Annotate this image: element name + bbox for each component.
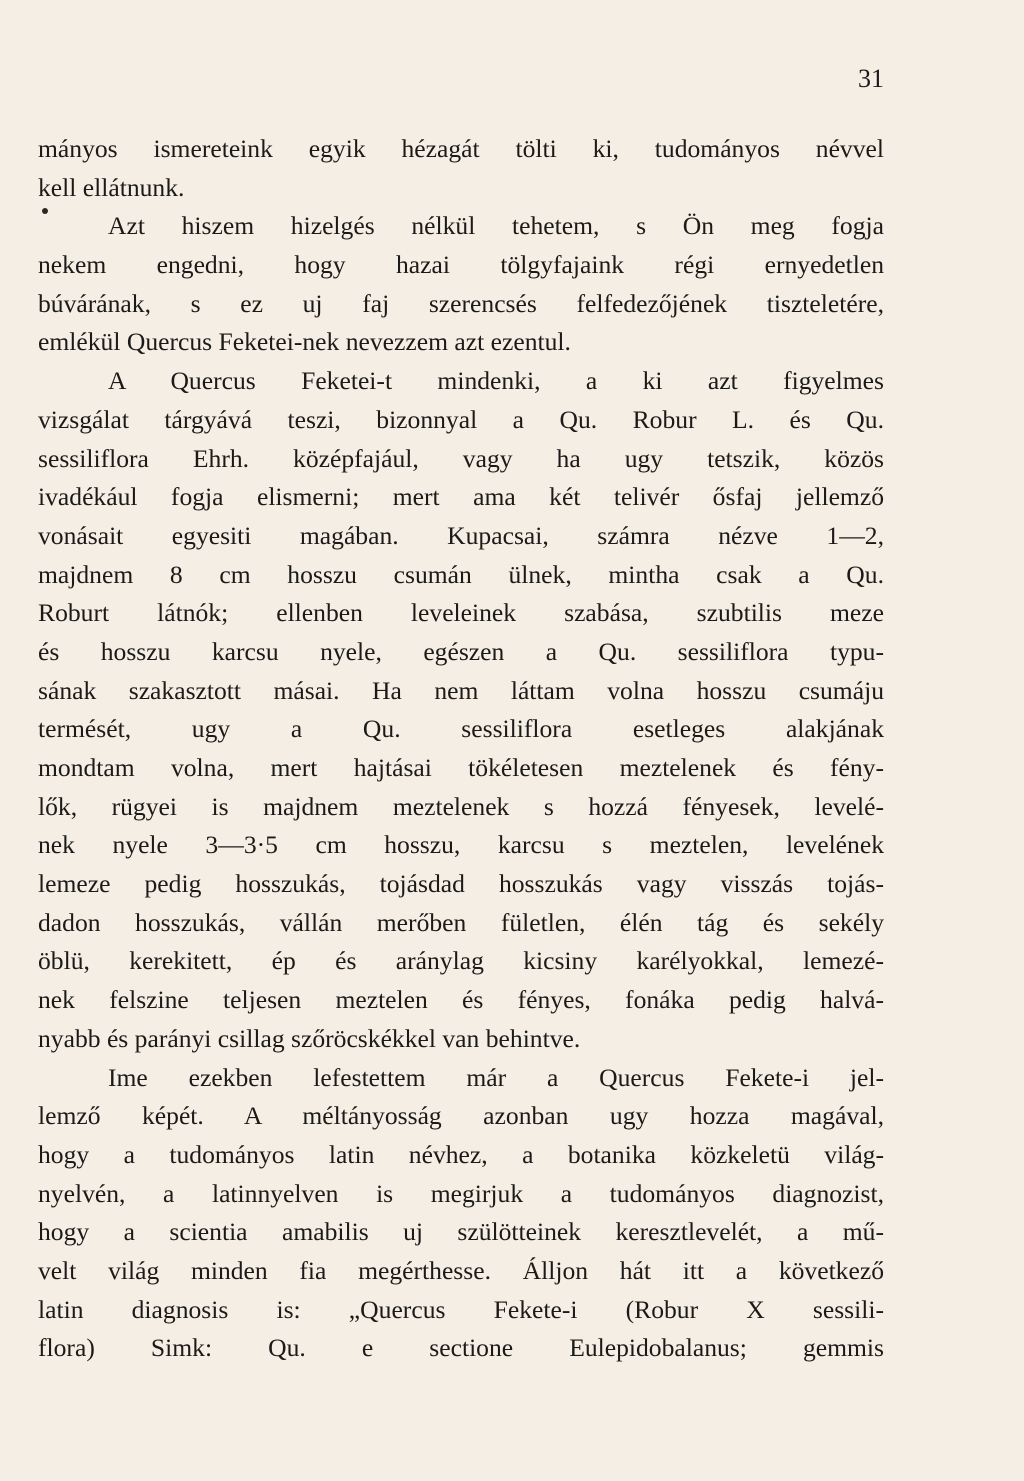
body-text xyxy=(38,130,884,1368)
text-line-9: sessiliflora Ehrh. középfajául, vagy ha ugy tetszik, közös xyxy=(38,443,884,473)
text-line-15: sának szakasztott másai. Ha nem láttam volna hosszu csumáju xyxy=(38,675,884,705)
text-line-8: vizsgálat tárgyává teszi, bizonnyal a Qu. Robur L. és Qu. xyxy=(38,404,884,434)
text-line-29: hogy a scientia amabilis uj szülötteinek keresztlevelét, a mű- xyxy=(38,1217,884,1247)
text-line-21: dadon hosszukás, vállán merőben fületlen, élén tág és sekély xyxy=(38,907,884,937)
text-line-12: majdnem 8 cm hosszu csumán ülnek, mintha csak a Qu. xyxy=(38,559,884,589)
text-line-20: lemeze pedig hosszukás, tojásdad hosszukás vagy visszás tojás- xyxy=(38,869,884,899)
text-line-26: lemző képét. A méltányosság azonban ugy hozza magával, xyxy=(38,1101,884,1131)
text-line-6: emlékül Quercus Feketei-nek nevezzem azt ezentul. xyxy=(38,327,571,357)
text-line-3: Azt hiszem hizelgés nélkül tehetem, s Ön meg fogja xyxy=(108,211,884,241)
text-line-28: nyelvén, a latinnyelven is megirjuk a tudományos diagnozist, xyxy=(38,1178,884,1208)
text-line-22: öblü, kerekitett, ép és aránylag kicsiny karélyokkal, lemezé- xyxy=(38,946,884,976)
text-line-25: Ime ezekben lefestettem már a Quercus Fekete-i jel- xyxy=(108,1062,884,1092)
text-line-32: flora) Simk: Qu. e sectione Eulepidobalanus; gemmis xyxy=(38,1333,884,1363)
text-line-13: Roburt látnók; ellenben leveleinek szabása, szubtilis meze xyxy=(38,598,884,628)
text-line-18: lők, rügyei is majdnem meztelenek s hozzá fényesek, levelé- xyxy=(38,791,884,821)
text-line-10: ivadékául fogja elismerni; mert ama két telivér ősfaj jellemző xyxy=(38,482,884,512)
page-number: 31 xyxy=(858,64,884,93)
text-line-19: nek nyele 3—3·5 cm hosszu, karcsu s meztelen, levelének xyxy=(38,830,884,860)
text-line-16: termését, ugy a Qu. sessiliflora esetleges alakjának xyxy=(38,714,884,744)
text-line-23: nek felszine teljesen meztelen és fényes, fonáka pedig halvá- xyxy=(38,985,884,1015)
text-line-30: velt világ minden fia megérthesse. Álljon hát itt a következő xyxy=(38,1255,884,1285)
text-line-4: nekem engedni, hogy hazai tölgyfajaink régi ernyedetlen xyxy=(38,250,884,280)
text-line-1: mányos ismereteink egyik hézagát tölti ki, tudományos névvel xyxy=(38,134,884,163)
text-line-17: mondtam volna, mert hajtásai tökéletesen meztelenek és fény- xyxy=(38,753,884,782)
text-line-24: nyabb és parányi csillag szőröcskékkel van behintve. xyxy=(38,1023,581,1053)
text-line-11: vonásait egyesiti magában. Kupacsai, számra nézve 1—2, xyxy=(38,520,884,550)
text-line-5: búvárának, s ez uj faj szerencsés felfedezőjének tiszteletére, xyxy=(38,288,884,318)
text-line-2: kell ellátnunk. xyxy=(38,172,185,202)
text-line-14: és hosszu karcsu nyele, egészen a Qu. sessiliflora typu- xyxy=(38,636,884,666)
text-line-27: hogy a tudományos latin névhez, a botanika közkeletü világ- xyxy=(38,1139,884,1169)
text-line-7: A Quercus Feketei-t mindenki, a ki azt figyelmes xyxy=(108,366,884,396)
text-line-31: latin diagnosis is: „Quercus Fekete-i (Robur X sessili- xyxy=(38,1294,884,1324)
